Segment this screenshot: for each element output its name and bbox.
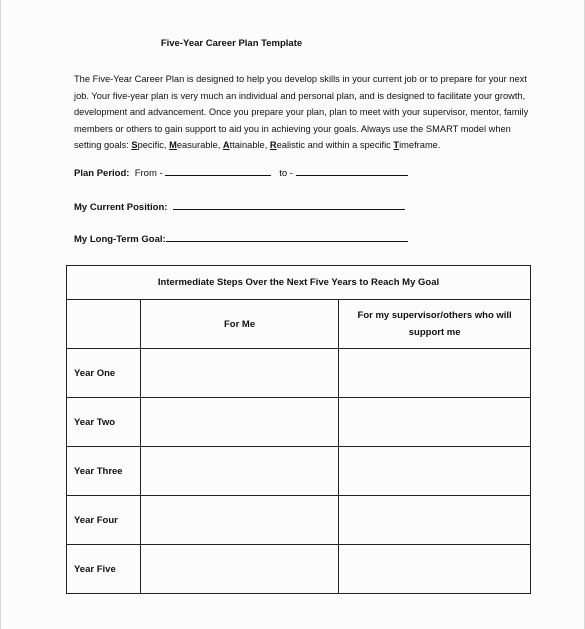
year-two-label: Year Two: [67, 398, 141, 447]
from-input-line[interactable]: [165, 167, 271, 176]
year-five-supporters-cell[interactable]: [339, 545, 531, 594]
page-title: Five-Year Career Plan Template: [160, 38, 303, 49]
table-row: [67, 545, 531, 594]
plan-period-field: [74, 167, 408, 179]
current-position-field: [74, 201, 405, 213]
long-term-goal-label: My Long-Term Goal:: [74, 234, 166, 245]
current-position-label: My Current Position:: [74, 202, 168, 213]
to-label: to -: [279, 168, 293, 179]
smart-realistic: Realistic and within a specific: [269, 140, 394, 151]
year-three-label: Year Three: [67, 447, 141, 496]
year-one-for-me-cell[interactable]: [140, 349, 338, 398]
column-header-row: [67, 300, 531, 349]
year-one-supporters-cell[interactable]: [339, 349, 531, 398]
career-steps-table: [66, 265, 531, 594]
year-four-supporters-cell[interactable]: [339, 496, 531, 545]
year-four-for-me-cell[interactable]: [140, 496, 338, 545]
smart-attainable: Attainable,: [222, 140, 270, 151]
year-five-for-me-cell[interactable]: [140, 545, 338, 594]
table-header: Intermediate Steps Over the Next Five Years to Reach My Goal: [67, 266, 531, 300]
table-row: [67, 398, 531, 447]
table-row: [67, 349, 531, 398]
from-label: From -: [134, 168, 163, 179]
year-five-label: Year Five: [67, 545, 141, 594]
table-header-row: [67, 266, 531, 300]
table-row: [67, 496, 531, 545]
current-position-input-line[interactable]: [173, 201, 405, 210]
column-header-supporters: For my supervisor/others who will support me: [339, 300, 531, 349]
long-term-goal-field: [74, 233, 408, 245]
smart-specific: Specific,: [131, 140, 170, 151]
table-row: [67, 447, 531, 496]
intro-text: The Five-Year Career Plan is designed to help you develop skills in your current job or to prepare for your next job. Your five-year plan is very much an individual and personal plan, and is designed to facilitate your growth, development and advancement. Once you prepare your plan, plan to meet with your supervisor, mentor, family members or others to gain support to aid you in achieving your goals. Always use the SMART model when setting goals:: [74, 74, 529, 151]
intro-paragraph: [74, 71, 536, 154]
year-one-label: Year One: [67, 349, 141, 398]
column-header-for-me: For Me: [140, 300, 338, 349]
smart-measurable: Measurable,: [169, 140, 223, 151]
year-three-for-me-cell[interactable]: [140, 447, 338, 496]
year-four-label: Year Four: [67, 496, 141, 545]
long-term-goal-input-line[interactable]: [166, 233, 408, 242]
to-input-line[interactable]: [296, 167, 408, 176]
year-three-supporters-cell[interactable]: [339, 447, 531, 496]
smart-timeframe: Timeframe.: [393, 140, 441, 151]
plan-period-label: Plan Period:: [74, 168, 130, 179]
year-two-for-me-cell[interactable]: [140, 398, 338, 447]
year-two-supporters-cell[interactable]: [339, 398, 531, 447]
column-header-blank: [67, 300, 141, 349]
